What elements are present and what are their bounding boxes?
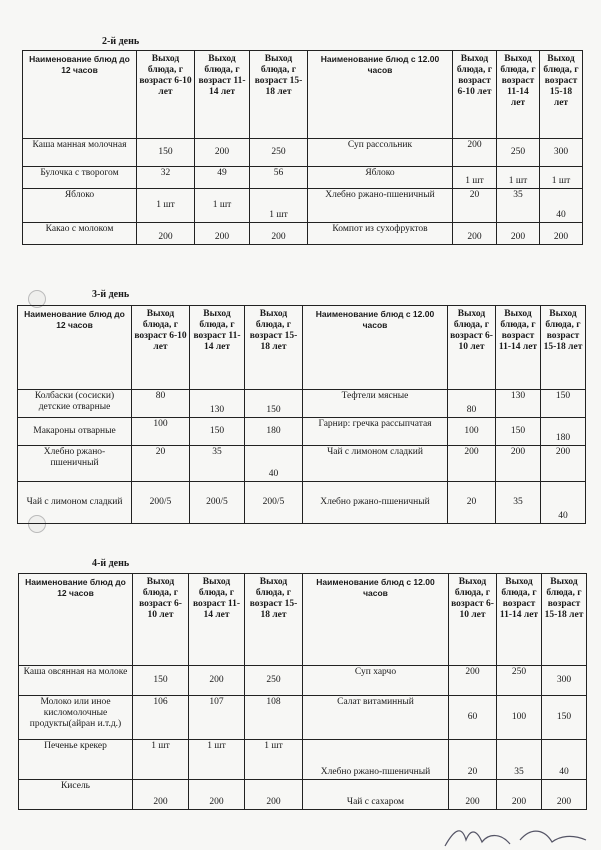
yield-cell: 1 шт xyxy=(250,189,308,223)
yield-cell: 106 xyxy=(133,696,189,740)
dish-name: Булочка с творогом xyxy=(23,167,137,189)
yield-cell: 20 xyxy=(448,482,496,524)
header-yield-11-14: Выход блюда, г возраст 11-14 лет xyxy=(195,51,250,139)
dish-name: Кисель xyxy=(19,780,133,810)
yield-cell: 200 xyxy=(453,139,497,167)
yield-cell: 200 xyxy=(195,223,250,245)
yield-cell: 200/5 xyxy=(190,482,245,524)
header-yield-15-18: Выход блюда, г возраст 15-18 лет xyxy=(541,306,586,390)
yield-cell: 200 xyxy=(542,780,587,810)
yield-cell: 1 шт xyxy=(137,189,195,223)
header-morning: Наименование блюд до 12 часов xyxy=(23,51,137,139)
dish-name: Тефтели мясные xyxy=(303,390,448,418)
yield-cell: 150 xyxy=(542,696,587,740)
dish-name: Суп харчо xyxy=(303,666,449,696)
dish-name: Гарнир: гречка рассыпчатая xyxy=(303,418,448,446)
signature xyxy=(440,820,590,850)
yield-cell: 130 xyxy=(496,390,541,418)
yield-cell: 200 xyxy=(497,780,542,810)
header-yield-6-10: Выход блюда, г возраст 6-10 лет xyxy=(137,51,195,139)
header-yield-11-14: Выход блюда, г возраст 11-14 лет xyxy=(497,51,540,139)
yield-cell: 200 xyxy=(449,666,497,696)
yield-cell: 35 xyxy=(497,189,540,223)
yield-cell: 20 xyxy=(132,446,190,482)
yield-cell: 200 xyxy=(133,780,189,810)
dish-name: Колбаски (сосиски) детские отварные xyxy=(18,390,132,418)
yield-cell: 49 xyxy=(195,167,250,189)
dish-name: Молоко или иное кисломолочные продукты(айран и.т.д.) xyxy=(19,696,133,740)
yield-cell: 250 xyxy=(250,139,308,167)
header-yield-6-10: Выход блюда, г возраст 6-10 лет xyxy=(453,51,497,139)
header-noon: Наименование блюд с 12.00 часов xyxy=(308,51,453,139)
yield-cell: 200 xyxy=(497,223,540,245)
header-yield-15-18: Выход блюда, г возраст 15-18 лет xyxy=(540,51,583,139)
yield-cell: 200 xyxy=(250,223,308,245)
yield-cell: 200 xyxy=(189,780,245,810)
header-yield-6-10: Выход блюда, г возраст 6-10 лет xyxy=(449,574,497,666)
header-noon: Наименование блюд с 12.00 часов xyxy=(303,574,449,666)
header-noon: Наименование блюд с 12.00 часов xyxy=(303,306,448,390)
yield-cell: 200 xyxy=(448,446,496,482)
yield-cell: 1 шт xyxy=(189,740,245,780)
yield-cell: 130 xyxy=(190,390,245,418)
header-yield-15-18: Выход блюда, г возраст 15-18 лет xyxy=(245,574,303,666)
yield-cell: 40 xyxy=(542,740,587,780)
yield-cell: 40 xyxy=(540,189,583,223)
dish-name: Каша манная молочная xyxy=(23,139,137,167)
dish-name: Хлебно ржано-пшеничный xyxy=(303,740,449,780)
header-yield-6-10: Выход блюда, г возраст 6-10 лет xyxy=(133,574,189,666)
yield-cell: 108 xyxy=(245,696,303,740)
day-title: 3-й день xyxy=(92,289,130,300)
yield-cell: 100 xyxy=(132,418,190,446)
dish-name: Хлебно ржано-пшеничный xyxy=(303,482,448,524)
yield-cell: 35 xyxy=(497,740,542,780)
header-yield-11-14: Выход блюда, г возраст 11-14 лет xyxy=(497,574,542,666)
header-yield-11-14: Выход блюда, г возраст 11-14 лет xyxy=(189,574,245,666)
yield-cell: 150 xyxy=(541,390,586,418)
yield-cell: 150 xyxy=(133,666,189,696)
yield-cell: 1 шт xyxy=(453,167,497,189)
yield-cell: 150 xyxy=(137,139,195,167)
yield-cell: 200 xyxy=(541,446,586,482)
dish-name: Суп рассольник xyxy=(308,139,453,167)
yield-cell: 200 xyxy=(449,780,497,810)
menu-table-day-2 xyxy=(22,50,583,245)
dish-name: Яблоко xyxy=(308,167,453,189)
yield-cell: 150 xyxy=(190,418,245,446)
header-yield-6-10: Выход блюда, г возраст 6-10 лет xyxy=(132,306,190,390)
yield-cell: 200 xyxy=(540,223,583,245)
yield-cell: 200 xyxy=(195,139,250,167)
menu-table-day-4 xyxy=(18,573,587,810)
header-morning: Наименование блюд до 12 часов xyxy=(18,306,132,390)
header-morning: Наименование блюд до 12 часов xyxy=(19,574,133,666)
yield-cell: 200/5 xyxy=(245,482,303,524)
yield-cell: 32 xyxy=(137,167,195,189)
dish-name: Хлебно ржано-пшеничный xyxy=(18,446,132,482)
yield-cell: 200/5 xyxy=(132,482,190,524)
yield-cell: 300 xyxy=(540,139,583,167)
header-yield-6-10: Выход блюда, г возраст 6-10 лет xyxy=(448,306,496,390)
yield-cell: 35 xyxy=(496,482,541,524)
yield-cell: 200 xyxy=(245,780,303,810)
yield-cell: 20 xyxy=(453,189,497,223)
dish-name: Яблоко xyxy=(23,189,137,223)
menu-table-day-3 xyxy=(17,305,586,524)
dish-name: Печенье крекер xyxy=(19,740,133,780)
yield-cell: 56 xyxy=(250,167,308,189)
yield-cell: 80 xyxy=(132,390,190,418)
yield-cell: 180 xyxy=(245,418,303,446)
header-yield-11-14: Выход блюда, г возраст 11-14 лет xyxy=(190,306,245,390)
day-title: 4-й день xyxy=(92,558,130,569)
yield-cell: 107 xyxy=(189,696,245,740)
yield-cell: 20 xyxy=(449,740,497,780)
yield-cell: 300 xyxy=(542,666,587,696)
yield-cell: 150 xyxy=(245,390,303,418)
yield-cell: 1 шт xyxy=(245,740,303,780)
header-yield-11-14: Выход блюда, г возраст 11-14 лет xyxy=(496,306,541,390)
yield-cell: 1 шт xyxy=(195,189,250,223)
yield-cell: 1 шт xyxy=(540,167,583,189)
dish-name: Какао с молоком xyxy=(23,223,137,245)
header-yield-15-18: Выход блюда, г возраст 15-18 лет xyxy=(245,306,303,390)
yield-cell: 80 xyxy=(448,390,496,418)
header-yield-15-18: Выход блюда, г возраст 15-18 лет xyxy=(542,574,587,666)
dish-name: Макароны отварные xyxy=(18,418,132,446)
yield-cell: 200 xyxy=(137,223,195,245)
dish-name: Чай с лимоном сладкий xyxy=(18,482,132,524)
yield-cell: 200 xyxy=(496,446,541,482)
dish-name: Каша овсянная на молоке xyxy=(19,666,133,696)
yield-cell: 150 xyxy=(496,418,541,446)
yield-cell: 250 xyxy=(497,139,540,167)
dish-name: Хлебно ржано-пшеничный xyxy=(308,189,453,223)
yield-cell: 35 xyxy=(190,446,245,482)
yield-cell: 60 xyxy=(449,696,497,740)
yield-cell: 100 xyxy=(497,696,542,740)
dish-name: Салат витаминный xyxy=(303,696,449,740)
yield-cell: 1 шт xyxy=(497,167,540,189)
yield-cell: 40 xyxy=(245,446,303,482)
dish-name: Компот из сухофруктов xyxy=(308,223,453,245)
yield-cell: 1 шт xyxy=(133,740,189,780)
yield-cell: 200 xyxy=(189,666,245,696)
yield-cell: 250 xyxy=(497,666,542,696)
header-yield-15-18: Выход блюда, г возраст 15-18 лет xyxy=(250,51,308,139)
yield-cell: 100 xyxy=(448,418,496,446)
day-title: 2-й день xyxy=(102,36,140,47)
yield-cell: 250 xyxy=(245,666,303,696)
dish-name: Чай с лимоном сладкий xyxy=(303,446,448,482)
yield-cell: 200 xyxy=(453,223,497,245)
dish-name: Чай с сахаром xyxy=(303,780,449,810)
yield-cell: 40 xyxy=(541,482,586,524)
yield-cell: 180 xyxy=(541,418,586,446)
